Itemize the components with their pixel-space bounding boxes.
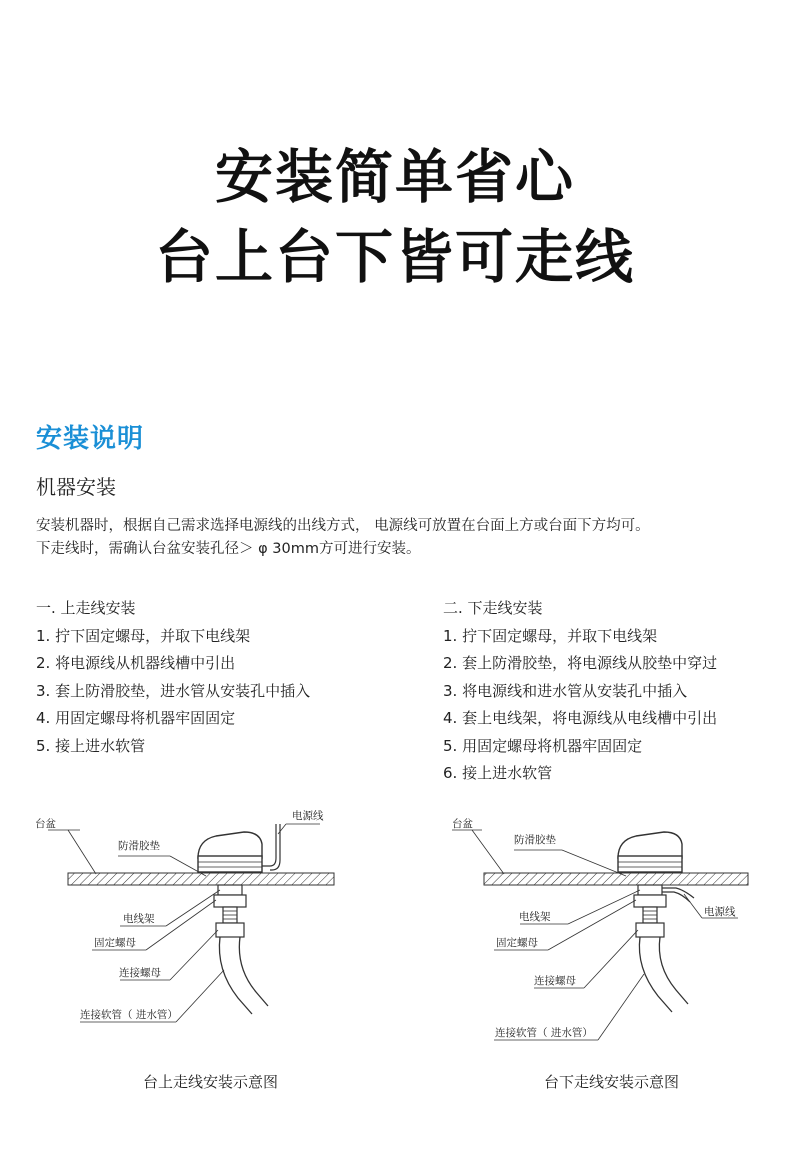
step-item: 3. 套上防滑胶垫，进水管从安装孔中插入 (36, 681, 311, 700)
caption-top-wiring: 台上走线安装示意图 (143, 1073, 279, 1091)
top-wiring-illustration (20, 800, 350, 1045)
section-title: 安装说明 (36, 424, 145, 454)
headline-line-2: 台上台下皆可走线 (154, 223, 635, 291)
faucet-head (618, 832, 682, 858)
countertop (484, 873, 748, 885)
wire-rack (218, 885, 242, 895)
step-item: 2. 将电源线从机器线槽中引出 (36, 654, 236, 672)
connecting-nut (636, 923, 664, 937)
wire-rack (638, 885, 662, 895)
label-power-cord: 电源线 (704, 906, 736, 918)
top-wiring-steps (36, 595, 310, 760)
connecting-nut (216, 923, 244, 937)
label-connect-nut: 连接螺母 (534, 975, 576, 987)
countertop (68, 873, 334, 885)
hose (639, 937, 672, 1012)
step-item: 1. 拧下固定螺母，并取下电线架 (36, 626, 251, 645)
intro-paragraph (36, 515, 776, 561)
fixing-nut (214, 895, 246, 907)
step-item: 6. 接上进水软管 (443, 764, 553, 782)
steps-title: 一. 上走线安装 (36, 599, 136, 617)
label-wire-rack: 电线架 (123, 913, 155, 925)
bottom-wiring-diagram (432, 800, 762, 1045)
step-item: 5. 接上进水软管 (36, 736, 146, 755)
faucet-base (618, 856, 682, 872)
fixing-nut (634, 895, 666, 907)
step-item: 4. 用固定螺母将机器牢固固定 (36, 709, 236, 727)
label-gasket: 防滑胶垫 (118, 840, 160, 852)
label-fixing-nut: 固定螺母 (496, 937, 538, 949)
label-connect-nut: 连接螺母 (119, 967, 161, 979)
step-item: 2. 套上防滑胶垫，将电源线从胶垫中穿过 (443, 654, 718, 672)
step-item: 5. 用固定螺母将机器牢固固定 (443, 736, 643, 755)
steps-title: 二. 下走线安装 (443, 599, 543, 617)
step-item: 3. 将电源线和进水管从安装孔中插入 (443, 681, 688, 700)
faucet-head (198, 832, 262, 858)
step-item: 1. 拧下固定螺母，并取下电线架 (443, 626, 658, 645)
label-hose: 连接软管（ 进水管） (80, 1009, 178, 1021)
label-basin: 台盆 (35, 818, 56, 830)
headline-line-1: 安装简单省心 (214, 143, 575, 211)
label-gasket: 防滑胶垫 (514, 834, 556, 846)
faucet-base (198, 856, 262, 872)
label-power-cord: 电源线 (292, 810, 324, 822)
top-wiring-diagram (20, 800, 350, 1045)
bottom-wiring-steps (443, 595, 717, 788)
intro-line: 下走线时，需确认台盆安装孔径＞ φ 30mm方可进行安装。 (36, 541, 421, 557)
label-fixing-nut: 固定螺母 (94, 937, 136, 949)
label-basin: 台盆 (452, 818, 473, 830)
label-wire-rack: 电线架 (519, 911, 551, 923)
hose (219, 937, 252, 1014)
caption-bottom-wiring: 台下走线安装示意图 (544, 1073, 680, 1091)
label-hose: 连接软管（ 进水管） (495, 1027, 593, 1039)
step-item: 4. 套上电线架，将电源线从电线槽中引出 (443, 709, 718, 727)
bottom-wiring-illustration (432, 800, 762, 1045)
power-cord (262, 824, 276, 866)
sub-title: 机器安装 (36, 475, 116, 499)
intro-line: 安装机器时，根据自己需求选择电源线的出线方式， 电源线可放置在台面上方或台面下方均可。 (36, 518, 650, 534)
